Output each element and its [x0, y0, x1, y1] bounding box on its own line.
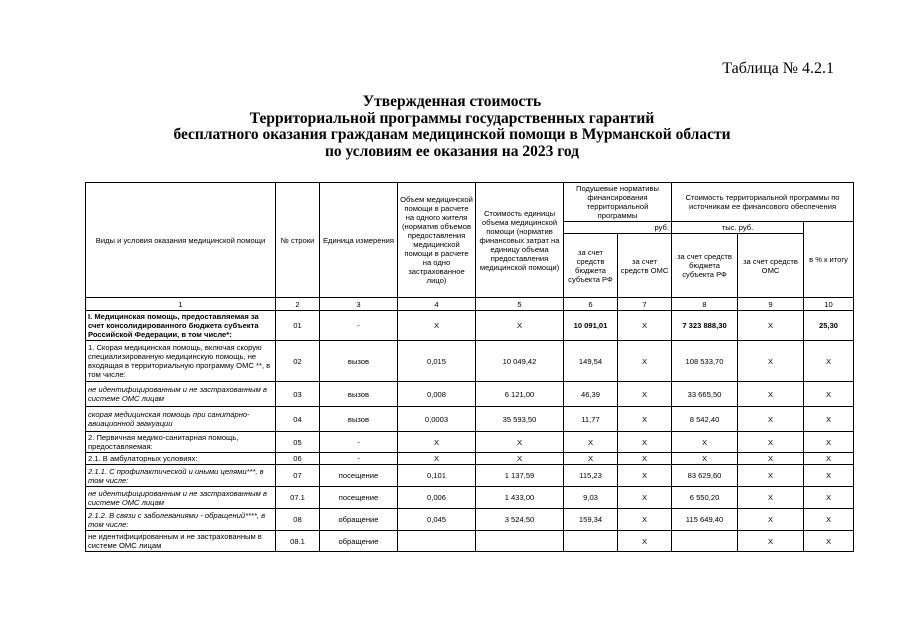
header-oms-rub: за счет средств ОМС — [618, 234, 672, 298]
cell-pct: X — [804, 407, 854, 432]
cell-name: не идентифицированным и не застрахованным в системе ОМС лицам — [86, 487, 276, 509]
cell-unit: обращение — [320, 531, 398, 552]
cell-unit: вызов — [320, 341, 398, 382]
cell-unit: - — [320, 432, 398, 453]
cell-pct: X — [804, 487, 854, 509]
cell-cost: X — [476, 432, 564, 453]
cell-no: 02 — [276, 341, 320, 382]
cell-oms_rub: X — [618, 453, 672, 465]
cell-vol: 0,101 — [398, 465, 476, 487]
cell-vol: X — [398, 311, 476, 341]
cell-no: 06 — [276, 453, 320, 465]
table-row — [86, 432, 854, 453]
cell-bud_th — [672, 531, 738, 552]
cell-vol: 0,015 — [398, 341, 476, 382]
cell-cost — [476, 531, 564, 552]
cell-bud_rub — [564, 531, 618, 552]
column-number: 9 — [738, 298, 804, 311]
cell-name: скорая медицинская помощь при санитарно-авиационной эвакуации — [86, 407, 276, 432]
cell-pct: X — [804, 531, 854, 552]
cell-no: 07.1 — [276, 487, 320, 509]
table-row — [86, 311, 854, 341]
column-number: 6 — [564, 298, 618, 311]
cell-bud_th: 115 649,40 — [672, 509, 738, 531]
cell-oms_rub: X — [618, 341, 672, 382]
table-row — [86, 453, 854, 465]
cell-oms_th: X — [738, 407, 804, 432]
cell-bud_rub: 149,54 — [564, 341, 618, 382]
cell-bud_th: 33 665,50 — [672, 382, 738, 407]
cell-pct: X — [804, 382, 854, 407]
header-program-cost: Стоимость территориальной программы по источникам ее финансового обеспечения — [672, 183, 854, 222]
cell-no: 07 — [276, 465, 320, 487]
cell-oms_rub: X — [618, 311, 672, 341]
table-row — [86, 487, 854, 509]
cell-oms_th: X — [738, 311, 804, 341]
cell-oms_th: X — [738, 453, 804, 465]
table-row — [86, 382, 854, 407]
cell-vol: 0,008 — [398, 382, 476, 407]
cell-no: 03 — [276, 382, 320, 407]
cell-name: 1. Скорая медицинская помощь, включая скорую специализированную медицинскую помощь, не входящая в территориальную программу ОМС **, в том числе: — [86, 341, 276, 382]
cell-bud_rub: 46,39 — [564, 382, 618, 407]
cell-vol: 0,045 — [398, 509, 476, 531]
column-number: 8 — [672, 298, 738, 311]
cell-cost: X — [476, 453, 564, 465]
cell-oms_rub: X — [618, 531, 672, 552]
cost-table — [85, 182, 854, 552]
cell-vol — [398, 531, 476, 552]
title-line-1: Утвержденная стоимость — [362, 93, 542, 110]
title-line-3: бесплатного оказания гражданам медицинской помощи в Мурманской области — [173, 126, 731, 143]
cell-cost: X — [476, 311, 564, 341]
header-kind: Виды и условия оказания медицинской помощи — [86, 183, 276, 298]
table-row — [86, 341, 854, 382]
header-thousand-rub: тыс. руб. — [672, 222, 804, 234]
cell-unit: посещение — [320, 487, 398, 509]
cell-bud_th: 6 550,20 — [672, 487, 738, 509]
cell-pct: X — [804, 432, 854, 453]
column-number: 5 — [476, 298, 564, 311]
cell-oms_rub: X — [618, 407, 672, 432]
cell-bud_th: 108 533,70 — [672, 341, 738, 382]
table-row — [86, 465, 854, 487]
cell-oms_rub: X — [618, 509, 672, 531]
cell-cost: 6 121,00 — [476, 382, 564, 407]
cell-bud_rub: X — [564, 432, 618, 453]
cell-unit: посещение — [320, 465, 398, 487]
header-unit-cost: Стоимость единицы объема медицинской помощи (норматив финансовых затрат на единицу объема предоставления медицинской помощи) — [476, 183, 564, 298]
column-number: 10 — [804, 298, 854, 311]
cell-cost: 3 524,50 — [476, 509, 564, 531]
cell-pct: X — [804, 341, 854, 382]
header-oms-thousand: за счет средств ОМС — [738, 234, 804, 298]
cell-no: 08.1 — [276, 531, 320, 552]
table-row — [86, 407, 854, 432]
table-row — [86, 531, 854, 552]
cell-bud_th: 83 629,60 — [672, 465, 738, 487]
cell-oms_th: X — [738, 465, 804, 487]
cell-vol: 0,006 — [398, 487, 476, 509]
cell-oms_th: X — [738, 341, 804, 382]
cell-no: 01 — [276, 311, 320, 341]
table-row — [86, 509, 854, 531]
cell-pct: 25,30 — [804, 311, 854, 341]
column-number: 1 — [86, 298, 276, 311]
cell-vol: 0,0003 — [398, 407, 476, 432]
cell-unit: вызов — [320, 382, 398, 407]
column-number: 2 — [276, 298, 320, 311]
cell-bud_th: X — [672, 432, 738, 453]
header-rub: руб. — [564, 222, 672, 234]
cell-bud_th: 7 323 888,30 — [672, 311, 738, 341]
cell-unit: вызов — [320, 407, 398, 432]
header-percent: в % к итогу — [804, 222, 854, 298]
cell-pct: X — [804, 465, 854, 487]
column-number: 7 — [618, 298, 672, 311]
cell-vol: X — [398, 453, 476, 465]
cell-no: 08 — [276, 509, 320, 531]
cell-oms_rub: X — [618, 487, 672, 509]
cell-oms_th: X — [738, 432, 804, 453]
header-per-capita: Подушевые нормативы финансирования территориальной программы — [564, 183, 672, 222]
cell-oms_th: X — [738, 382, 804, 407]
title-line-4: по условиям ее оказания на 2023 год — [324, 142, 580, 160]
cell-bud_rub: 9,03 — [564, 487, 618, 509]
cell-name: 2. Первичная медико-санитарная помощь, предоставляемая: — [86, 432, 276, 453]
cell-bud_rub: 159,34 — [564, 509, 618, 531]
column-number: 3 — [320, 298, 398, 311]
cell-no: 04 — [276, 407, 320, 432]
cell-name: 2.1.1. С профилактической и иными целями***, в том числе: — [86, 465, 276, 487]
cell-oms_rub: X — [618, 382, 672, 407]
cell-name: 2.1. В амбулаторных условиях: — [86, 453, 276, 465]
table-body — [86, 311, 854, 552]
header-row-no: № строки — [276, 183, 320, 298]
cell-oms_rub: X — [618, 465, 672, 487]
cell-oms_rub: X — [618, 432, 672, 453]
cell-bud_rub: 115,23 — [564, 465, 618, 487]
cell-pct: X — [804, 453, 854, 465]
cell-cost: 1 137,59 — [476, 465, 564, 487]
header-budget-rub: за счет средств бюджета субъекта РФ — [564, 234, 618, 298]
cell-oms_th: X — [738, 531, 804, 552]
table-number: Таблица № 4.2.1 — [722, 60, 834, 77]
cell-vol: X — [398, 432, 476, 453]
cell-name: I. Медицинская помощь, предоставляемая за счет консолидированного бюджета субъекта Российской Федерации, в том числе*: — [86, 311, 276, 341]
cell-name: не идентифицированным и не застрахованным в системе ОМС лицам — [86, 531, 276, 552]
cell-cost: 35 593,50 — [476, 407, 564, 432]
cell-bud_rub: 10 091,01 — [564, 311, 618, 341]
cell-cost: 10 049,42 — [476, 341, 564, 382]
cell-bud_rub: X — [564, 453, 618, 465]
cell-bud_rub: 11,77 — [564, 407, 618, 432]
header-unit: Единица измерения — [320, 183, 398, 298]
cell-name: не идентифицированным и не застрахованным в системе ОМС лицам — [86, 382, 276, 407]
cell-no: 05 — [276, 432, 320, 453]
cell-unit: обращение — [320, 509, 398, 531]
cell-bud_th: X — [672, 453, 738, 465]
cell-unit: - — [320, 311, 398, 341]
column-numbers-row — [86, 298, 854, 311]
cell-oms_th: X — [738, 487, 804, 509]
header-volume: Объем медицинской помощи в расчете на одного жителя (норматив объемов предоставления медицинской помощи в расчете на одно застрахованное лицо) — [398, 183, 476, 298]
document-title — [0, 94, 904, 160]
cell-bud_th: 8 542,40 — [672, 407, 738, 432]
header-budget-thousand: за счет средств бюджета субъекта РФ — [672, 234, 738, 298]
column-number: 4 — [398, 298, 476, 311]
cell-pct: X — [804, 509, 854, 531]
cell-oms_th: X — [738, 509, 804, 531]
cell-cost: 1 433,00 — [476, 487, 564, 509]
title-line-2: Территориальной программы государственных гарантий — [249, 109, 655, 127]
cell-unit: - — [320, 453, 398, 465]
cell-name: 2.1.2. В связи с заболеваниями - обращений****, в том числе: — [86, 509, 276, 531]
